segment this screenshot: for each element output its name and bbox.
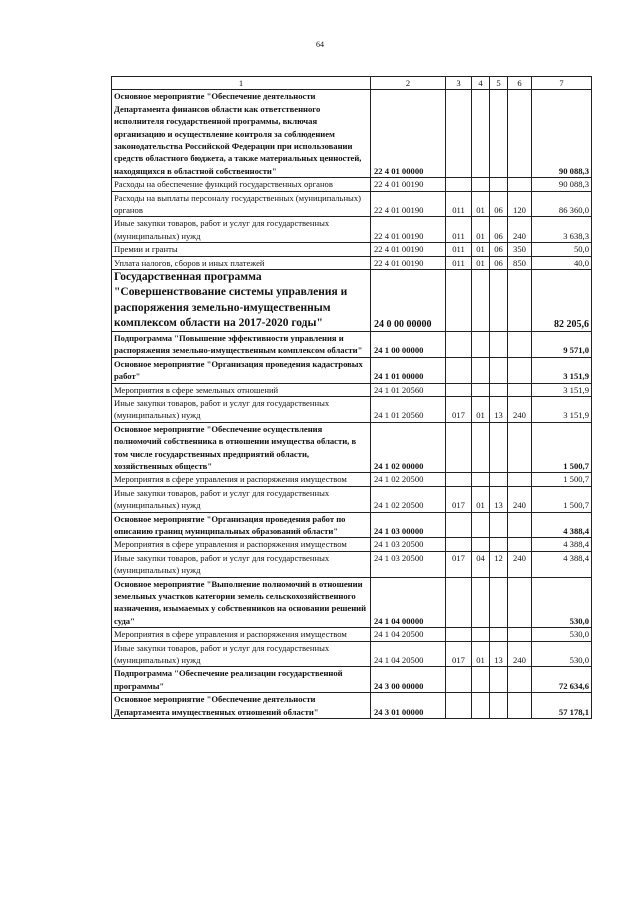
row-sum: 530,0 — [532, 641, 592, 667]
row-name: Иные закупки товаров, работ и услуг для государственных (муниципальных) нужд — [112, 551, 371, 577]
row-grbs — [446, 473, 472, 486]
row-type — [508, 538, 532, 551]
row-section — [472, 577, 490, 628]
row-name: Расходы на выплаты персоналу государственных (муниципальных) органов — [112, 191, 371, 217]
row-section — [472, 473, 490, 486]
row-type: 850 — [508, 256, 532, 269]
row-code: 24 3 00 00000 — [371, 667, 446, 693]
row-sum: 1 500,7 — [532, 473, 592, 486]
row-code: 24 1 02 20500 — [371, 473, 446, 486]
row-section: 01 — [472, 641, 490, 667]
table-row — [112, 473, 592, 486]
row-name: Расходы на обеспечение функций государственных органов — [112, 178, 371, 191]
row-subsection — [490, 473, 508, 486]
row-section — [472, 693, 490, 719]
row-subsection — [490, 422, 508, 473]
table-row — [112, 667, 592, 693]
row-section: 01 — [472, 396, 490, 422]
row-grbs — [446, 667, 472, 693]
row-sum: 4 388,4 — [532, 538, 592, 551]
row-type — [508, 270, 532, 332]
row-sum: 82 205,6 — [532, 270, 592, 332]
row-subsection — [490, 383, 508, 396]
row-grbs — [446, 538, 472, 551]
row-section — [472, 331, 490, 357]
row-sum: 4 388,4 — [532, 551, 592, 577]
row-name: Премии и гранты — [112, 243, 371, 256]
row-section: 04 — [472, 551, 490, 577]
row-sum: 90 088,3 — [532, 178, 592, 191]
row-type: 240 — [508, 551, 532, 577]
row-sum: 50,0 — [532, 243, 592, 256]
row-grbs — [446, 422, 472, 473]
row-code: 24 1 04 00000 — [371, 577, 446, 628]
row-name: Основное мероприятие "Обеспечение деятельности Департамента имущественных отношений области" — [112, 693, 371, 719]
row-sum: 72 634,6 — [532, 667, 592, 693]
row-code: 24 0 00 00000 — [371, 270, 446, 332]
row-name: Основное мероприятие "Организация проведения кадастровых работ" — [112, 357, 371, 383]
row-subsection — [490, 538, 508, 551]
row-subsection: 06 — [490, 256, 508, 269]
row-code: 22 4 01 00190 — [371, 243, 446, 256]
table-row — [112, 243, 592, 256]
row-section — [472, 357, 490, 383]
budget-table — [111, 76, 592, 719]
table-row — [112, 217, 592, 243]
row-subsection — [490, 628, 508, 641]
row-type — [508, 357, 532, 383]
row-subsection: 06 — [490, 191, 508, 217]
row-section — [472, 512, 490, 538]
row-type — [508, 577, 532, 628]
row-code: 24 1 03 20500 — [371, 538, 446, 551]
table-row — [112, 383, 592, 396]
table-row — [112, 178, 592, 191]
row-sum: 3 151,9 — [532, 357, 592, 383]
row-name: Основное мероприятие "Выполнение полномочий в отношении земельных участков категории земель сельскохозяйственного назначения, изымаемых у собственников на основании решений суда" — [112, 577, 371, 628]
row-name: Мероприятия в сфере управления и распоряжения имуществом — [112, 538, 371, 551]
row-code: 24 1 01 20560 — [371, 383, 446, 396]
row-grbs: 011 — [446, 191, 472, 217]
table-row — [112, 538, 592, 551]
table-row — [112, 331, 592, 357]
row-code: 22 4 01 00190 — [371, 191, 446, 217]
row-grbs — [446, 628, 472, 641]
row-section — [472, 538, 490, 551]
column-header: 4 — [472, 77, 490, 90]
row-sum: 530,0 — [532, 628, 592, 641]
row-grbs: 017 — [446, 551, 472, 577]
row-subsection: 13 — [490, 641, 508, 667]
row-type — [508, 178, 532, 191]
row-type — [508, 422, 532, 473]
row-name: Подпрограмма "Повышение эффективности управления и распоряжения земельно-имущественным комплексом области" — [112, 331, 371, 357]
column-header: 3 — [446, 77, 472, 90]
row-section: 01 — [472, 256, 490, 269]
row-name: Иные закупки товаров, работ и услуг для государственных (муниципальных) нужд — [112, 641, 371, 667]
row-type: 350 — [508, 243, 532, 256]
row-code: 24 1 03 00000 — [371, 512, 446, 538]
row-code: 24 1 04 20500 — [371, 641, 446, 667]
row-type: 240 — [508, 217, 532, 243]
row-subsection: 12 — [490, 551, 508, 577]
table-row — [112, 486, 592, 512]
row-grbs — [446, 693, 472, 719]
row-sum: 86 360,0 — [532, 191, 592, 217]
row-grbs — [446, 270, 472, 332]
column-header: 5 — [490, 77, 508, 90]
row-code: 24 1 03 20500 — [371, 551, 446, 577]
row-type — [508, 473, 532, 486]
row-name: Мероприятия в сфере земельных отношений — [112, 383, 371, 396]
row-section: 01 — [472, 486, 490, 512]
row-grbs: 011 — [446, 217, 472, 243]
column-header: 1 — [112, 77, 371, 90]
table-row — [112, 641, 592, 667]
table-row — [112, 90, 592, 178]
row-code: 24 1 02 00000 — [371, 422, 446, 473]
table-row — [112, 628, 592, 641]
row-name: Иные закупки товаров, работ и услуг для государственных (муниципальных) нужд — [112, 486, 371, 512]
row-sum: 3 151,9 — [532, 383, 592, 396]
row-sum: 90 088,3 — [532, 90, 592, 178]
row-code: 24 1 00 00000 — [371, 331, 446, 357]
row-name: Основное мероприятие "Организация проведения работ по описанию границ муниципальных образований области" — [112, 512, 371, 538]
row-code: 24 1 02 20500 — [371, 486, 446, 512]
row-section — [472, 178, 490, 191]
table-row — [112, 422, 592, 473]
row-subsection — [490, 90, 508, 178]
row-name: Основное мероприятие "Обеспечение деятельности Департамента финансов области как ответственного исполнителя государственной программы, включая организацию и осуществление контроля за соблюдением законодательства Российской Федерации при использовании средств областного бюджета, а также материальных ценностей, находящихся в областной собственности" — [112, 90, 371, 178]
row-section — [472, 628, 490, 641]
table-row — [112, 270, 592, 332]
row-sum: 1 500,7 — [532, 422, 592, 473]
row-grbs: 017 — [446, 396, 472, 422]
row-grbs — [446, 357, 472, 383]
row-grbs — [446, 331, 472, 357]
row-subsection: 06 — [490, 243, 508, 256]
row-section: 01 — [472, 191, 490, 217]
row-name: Иные закупки товаров, работ и услуг для государственных (муниципальных) нужд — [112, 396, 371, 422]
row-section — [472, 422, 490, 473]
column-header: 6 — [508, 77, 532, 90]
row-section — [472, 270, 490, 332]
row-type: 240 — [508, 641, 532, 667]
row-subsection — [490, 512, 508, 538]
row-grbs — [446, 178, 472, 191]
table-row — [112, 693, 592, 719]
row-subsection — [490, 331, 508, 357]
row-section — [472, 90, 490, 178]
row-type — [508, 628, 532, 641]
row-grbs — [446, 512, 472, 538]
row-subsection — [490, 577, 508, 628]
row-type — [508, 331, 532, 357]
row-subsection — [490, 178, 508, 191]
row-sum: 4 388,4 — [532, 512, 592, 538]
row-sum: 57 178,1 — [532, 693, 592, 719]
row-sum: 1 500,7 — [532, 486, 592, 512]
row-name: Подпрограмма "Обеспечение реализации государственной программы" — [112, 667, 371, 693]
column-header: 7 — [532, 77, 592, 90]
row-name: Уплата налогов, сборов и иных платежей — [112, 256, 371, 269]
row-grbs: 011 — [446, 243, 472, 256]
row-grbs: 017 — [446, 641, 472, 667]
row-type: 240 — [508, 396, 532, 422]
table-row — [112, 551, 592, 577]
row-name: Государственная программа "Совершенствование системы управления и распоряжения земельно-имущественным комплексом области на 2017-2020 годы" — [112, 270, 371, 332]
page-number: 64 — [316, 40, 324, 49]
row-section: 01 — [472, 217, 490, 243]
row-name: Основное мероприятие "Обеспечение осуществления полномочий собственника в отношении имущества области, в том числе государственных предприятий области, хозяйственных обществ" — [112, 422, 371, 473]
header-row — [112, 77, 592, 90]
row-grbs — [446, 383, 472, 396]
row-type — [508, 383, 532, 396]
row-grbs: 011 — [446, 256, 472, 269]
row-sum: 3 638,3 — [532, 217, 592, 243]
row-subsection: 13 — [490, 396, 508, 422]
row-type — [508, 693, 532, 719]
row-type: 120 — [508, 191, 532, 217]
row-subsection: 13 — [490, 486, 508, 512]
row-grbs — [446, 577, 472, 628]
row-sum: 530,0 — [532, 577, 592, 628]
row-code: 24 1 04 20500 — [371, 628, 446, 641]
row-sum: 40,0 — [532, 256, 592, 269]
row-type — [508, 667, 532, 693]
row-subsection: 06 — [490, 217, 508, 243]
row-code: 24 1 01 20560 — [371, 396, 446, 422]
table-row — [112, 512, 592, 538]
row-section — [472, 383, 490, 396]
row-name: Мероприятия в сфере управления и распоряжения имуществом — [112, 473, 371, 486]
table-row — [112, 256, 592, 269]
row-code: 22 4 01 00190 — [371, 256, 446, 269]
row-sum: 9 571,0 — [532, 331, 592, 357]
row-grbs — [446, 90, 472, 178]
column-header: 2 — [371, 77, 446, 90]
row-code: 24 1 01 00000 — [371, 357, 446, 383]
row-subsection — [490, 357, 508, 383]
row-section — [472, 667, 490, 693]
row-subsection — [490, 270, 508, 332]
row-type — [508, 90, 532, 178]
row-subsection — [490, 693, 508, 719]
row-code: 22 4 01 00190 — [371, 217, 446, 243]
row-section: 01 — [472, 243, 490, 256]
table-row — [112, 357, 592, 383]
row-type — [508, 512, 532, 538]
row-code: 24 3 01 00000 — [371, 693, 446, 719]
row-code: 22 4 01 00000 — [371, 90, 446, 178]
table-row — [112, 577, 592, 628]
row-name: Иные закупки товаров, работ и услуг для государственных (муниципальных) нужд — [112, 217, 371, 243]
row-name: Мероприятия в сфере управления и распоряжения имуществом — [112, 628, 371, 641]
table-row — [112, 191, 592, 217]
row-type: 240 — [508, 486, 532, 512]
table-row — [112, 396, 592, 422]
row-sum: 3 151,9 — [532, 396, 592, 422]
row-code: 22 4 01 00190 — [371, 178, 446, 191]
row-grbs: 017 — [446, 486, 472, 512]
row-subsection — [490, 667, 508, 693]
